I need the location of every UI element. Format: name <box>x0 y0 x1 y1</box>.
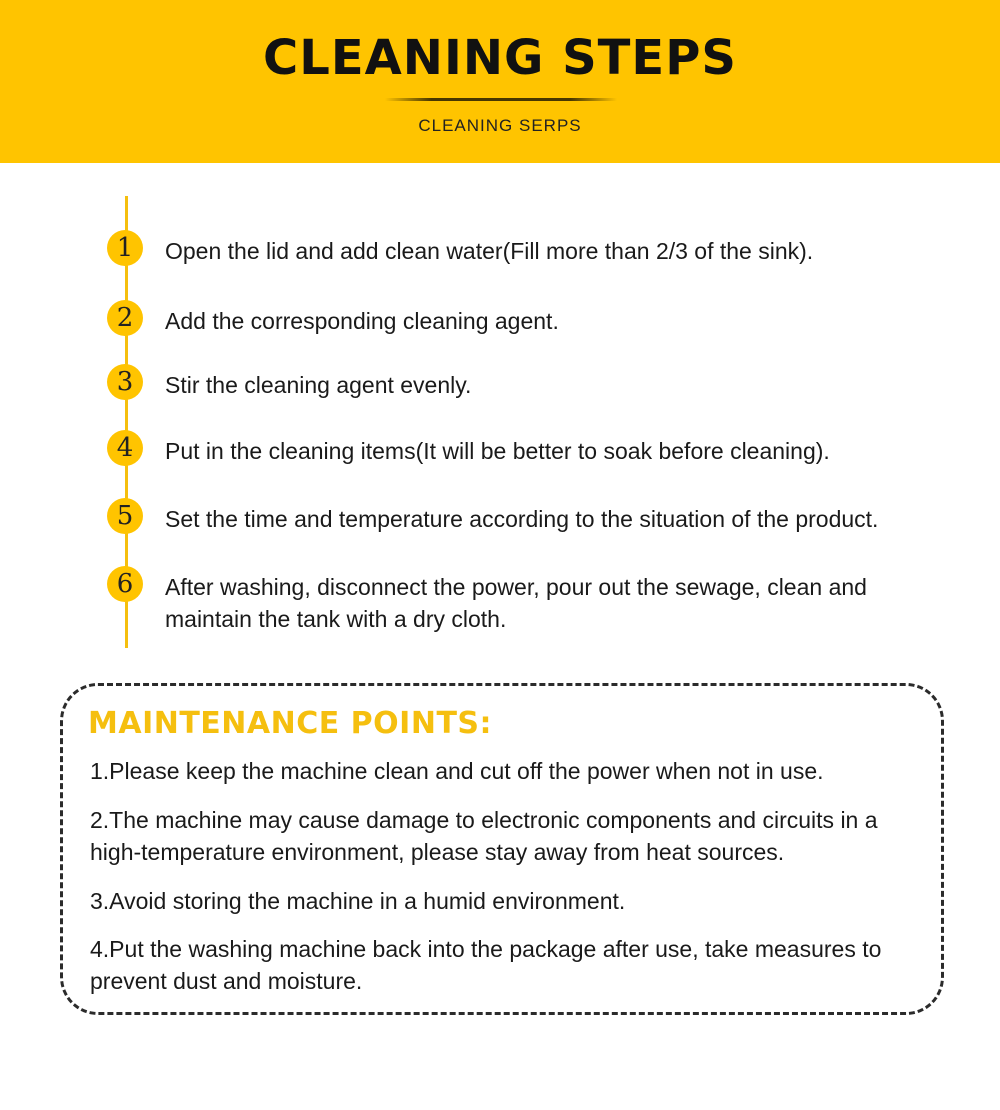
step-text: Stir the cleaning agent evenly. <box>165 372 472 398</box>
step-text: After washing, disconnect the power, pour out the sewage, clean and maintain the tank with a dry cloth. <box>165 574 867 632</box>
step-text: Set the time and temperature according to the situation of the product. <box>165 506 879 532</box>
step-number-badge: 2 <box>107 300 143 336</box>
page-title: CLEANING STEPS <box>263 30 737 86</box>
step-number-badge: 5 <box>107 498 143 534</box>
maintenance-title: MAINTENANCE POINTS: <box>88 706 493 741</box>
step-text: Open the lid and add clean water(Fill more than 2/3 of the sink). <box>165 238 814 264</box>
page-subtitle: CLEANING SERPS <box>418 116 582 135</box>
maintenance-point: 3.Avoid storing the machine in a humid environment. <box>90 888 626 914</box>
maintenance-point: 1.Please keep the machine clean and cut off the power when not in use. <box>90 758 824 784</box>
maintenance-point: 2.The machine may cause damage to electronic components and circuits in a high-temperature environment, please stay away from heat sources. <box>90 807 878 865</box>
step-text: Add the corresponding cleaning agent. <box>165 308 559 334</box>
step-text: Put in the cleaning items(It will be better to soak before cleaning). <box>165 438 830 464</box>
maintenance-point: 4.Put the washing machine back into the package after use, take measures to prevent dust and moisture. <box>90 936 882 994</box>
step-number-badge: 6 <box>107 566 143 602</box>
title-underline <box>385 98 617 101</box>
header-banner <box>0 0 1000 163</box>
step-number-badge: 3 <box>107 364 143 400</box>
step-number-badge: 1 <box>107 230 143 266</box>
step-number-badge: 4 <box>107 430 143 466</box>
